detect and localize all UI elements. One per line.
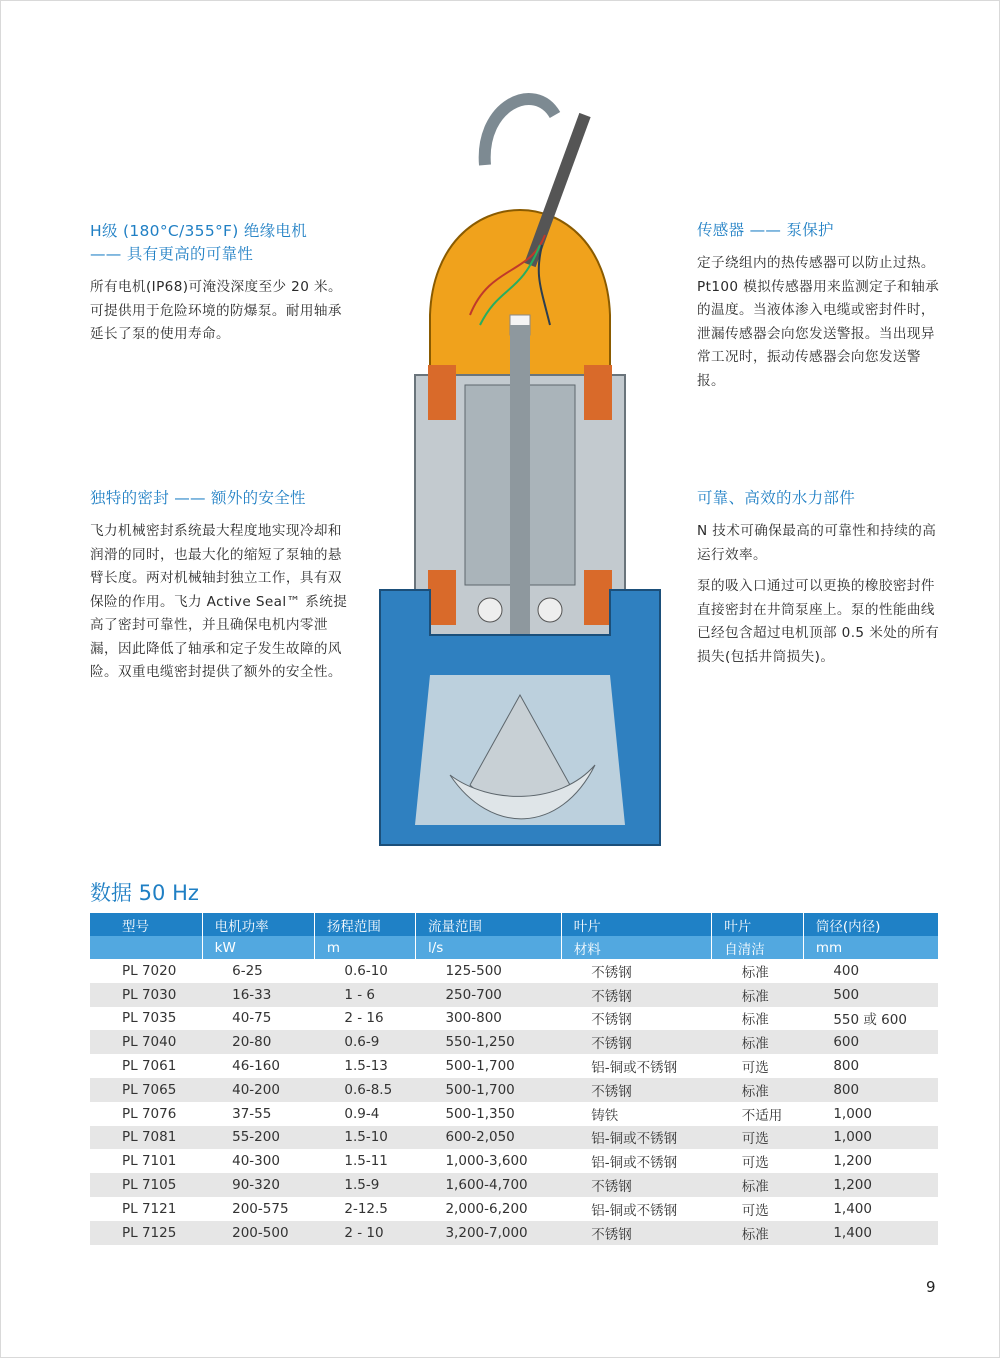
cell-self-cleaning: 标准 (712, 1221, 804, 1245)
cell-diameter: 800 (803, 1078, 938, 1102)
subheader-model (90, 936, 202, 959)
header-self-cleaning: 叶片 (712, 913, 804, 936)
title-line: H级 (180°C/355°F) 绝缘电机 (90, 222, 308, 240)
cell-model: PL 7061 (122, 1058, 177, 1075)
cell-flow: 1,000-3,600 (445, 1153, 528, 1170)
header-power: 电机功率 (202, 913, 314, 936)
table-row (90, 1054, 938, 1078)
cell-blade-material: 铝-铜或不锈钢 (561, 1126, 712, 1150)
cell-head: 0.9-4 (344, 1105, 380, 1122)
cell-diameter: 600 (803, 1030, 938, 1054)
cell-blade-material: 不锈钢 (561, 1173, 712, 1197)
cell-diameter: 550 或 600 (833, 1012, 907, 1029)
cell-blade-material: 铝-铜或不锈钢 (591, 1060, 678, 1077)
section-title (90, 220, 350, 266)
cell-flow: 500-1,350 (445, 1105, 515, 1122)
cell-self-cleaning: 标准 (712, 1078, 804, 1102)
cell-blade-material: 不锈钢 (561, 983, 712, 1007)
cell-flow: 600-2,050 (415, 1126, 561, 1150)
cell-power: 40-300 (232, 1153, 280, 1170)
cell-model: PL 7125 (90, 1221, 202, 1245)
cell-diameter: 800 (833, 1058, 860, 1075)
winding-bottom-right (584, 570, 612, 625)
cell-head: 1.5-13 (344, 1058, 388, 1075)
header-head: 扬程范围 (314, 913, 415, 936)
subheader-diameter: mm (803, 936, 938, 959)
cell-head: 0.6-9 (314, 1030, 415, 1054)
header-flow: 流量范围 (415, 913, 561, 936)
cell-self-cleaning: 可选 (712, 1126, 804, 1150)
winding-top-right (584, 365, 612, 420)
cell-flow: 125-500 (445, 962, 502, 979)
section-sensors (697, 219, 947, 401)
cell-power: 200-575 (232, 1200, 289, 1217)
section-paragraph: 飞力机械密封系统最大程度地实现冷却和润滑的同时，也最大化的缩短了泵轴的悬臂长度。两对机械轴封独立工作，具有双保险的作用。飞力 Active Seal™ 系统提高了密封可靠性，并且确保电机内零泄漏，因此降低了轴承和定子发生故障的风险。双重电缆密封提供了额外的安全性。 (90, 523, 348, 680)
cell-model: PL 7105 (90, 1173, 202, 1197)
cell-head: 1 - 6 (314, 983, 415, 1007)
cell-model: PL 7081 (90, 1126, 202, 1150)
cell-self-cleaning: 不适用 (741, 1107, 783, 1124)
cell-power: 55-200 (202, 1126, 314, 1150)
cell-diameter: 1,400 (803, 1221, 938, 1245)
section-title (90, 487, 350, 510)
bearing-right (538, 598, 562, 622)
cell-flow: 2,000-6,200 (445, 1200, 528, 1217)
lifting-handle (485, 99, 555, 165)
cell-self-cleaning: 标准 (741, 964, 769, 981)
cell-model: PL 7065 (90, 1078, 202, 1102)
cell-self-cleaning: 可选 (741, 1060, 769, 1077)
cell-diameter: 1,000 (803, 1126, 938, 1150)
table-row (90, 1126, 938, 1150)
cell-model: PL 7030 (90, 983, 202, 1007)
cell-blade-material: 铝-铜或不锈钢 (591, 1202, 678, 1219)
cell-head: 1.5-9 (314, 1173, 415, 1197)
pump-cutaway-illustration (370, 85, 670, 860)
cell-power: 6-25 (232, 962, 263, 979)
cell-head: 0.6-8.5 (314, 1078, 415, 1102)
cell-flow: 500-1,700 (445, 1058, 515, 1075)
cell-blade-material: 铝-铜或不锈钢 (591, 1155, 678, 1172)
title-line: 独特的密封 —— 额外的安全性 (90, 489, 306, 507)
cell-power: 20-80 (202, 1030, 314, 1054)
cell-diameter: 1,400 (833, 1200, 872, 1217)
header-model: 型号 (90, 913, 202, 936)
cell-head: 1.5-11 (344, 1153, 388, 1170)
subheader-power: kW (202, 936, 314, 959)
cell-model: PL 7076 (122, 1105, 177, 1122)
subheader-flow: l/s (415, 936, 561, 959)
cell-self-cleaning: 标准 (712, 983, 804, 1007)
cell-head: 0.6-10 (344, 962, 388, 979)
cell-head: 2 - 10 (314, 1221, 415, 1245)
table-row (90, 1030, 938, 1054)
cell-flow: 500-1,700 (415, 1078, 561, 1102)
table-row (90, 1197, 938, 1221)
cell-blade-material: 铸铁 (591, 1107, 619, 1124)
table-row (90, 983, 938, 1007)
section-title (697, 219, 947, 242)
cell-diameter: 1,200 (833, 1153, 872, 1170)
table-header-row (90, 913, 938, 936)
table-row (90, 1078, 938, 1102)
cell-power: 200-500 (202, 1221, 314, 1245)
cell-head: 2-12.5 (344, 1200, 388, 1217)
cell-blade-material: 不锈钢 (591, 1012, 632, 1029)
page-number: 9 (926, 1278, 936, 1296)
cell-self-cleaning: 标准 (712, 1030, 804, 1054)
cell-flow: 300-800 (445, 1010, 502, 1027)
table-row (90, 1173, 938, 1197)
section-paragraph: 所有电机(IP68)可淹没深度至少 20 米。可提供用于危险环境的防爆泵。耐用轴承延长了泵的使用寿命。 (90, 279, 342, 342)
cell-blade-material: 不锈钢 (561, 1078, 712, 1102)
subheader-head: m (314, 936, 415, 959)
cell-model: PL 7035 (122, 1010, 177, 1027)
cell-model: PL 7121 (122, 1200, 177, 1217)
title-line: 传感器 —— 泵保护 (697, 221, 834, 239)
cell-self-cleaning: 可选 (741, 1202, 769, 1219)
cell-flow: 1,600-4,700 (415, 1173, 561, 1197)
cell-diameter: 1,200 (803, 1173, 938, 1197)
section-seal (90, 487, 350, 693)
table-row (90, 1102, 938, 1126)
title-line: 可靠、高效的水力部件 (697, 489, 856, 507)
section-paragraph: N 技术可确保最高的可靠性和持续的高运行效率。 (697, 523, 937, 563)
subheader-blade-material: 材料 (561, 936, 712, 959)
table-row (90, 1007, 938, 1031)
cell-flow: 3,200-7,000 (415, 1221, 561, 1245)
cell-flow: 250-700 (415, 983, 561, 1007)
spec-table (90, 913, 938, 1245)
cell-diameter: 1,000 (833, 1105, 872, 1122)
table-row (90, 959, 938, 983)
cell-diameter: 500 (803, 983, 938, 1007)
winding-bottom-left (428, 570, 456, 625)
cell-diameter: 400 (833, 962, 860, 979)
header-blade-material: 叶片 (561, 913, 712, 936)
subheader-self-cleaning: 自清洁 (712, 936, 804, 959)
cell-self-cleaning: 标准 (712, 1173, 804, 1197)
cell-power: 16-33 (202, 983, 314, 1007)
cell-flow: 550-1,250 (415, 1030, 561, 1054)
cell-blade-material: 不锈钢 (561, 1030, 712, 1054)
title-line: —— 具有更高的可靠性 (90, 245, 254, 263)
cell-power: 90-320 (202, 1173, 314, 1197)
table-row (90, 1149, 938, 1173)
cell-power: 46-160 (232, 1058, 280, 1075)
bearing-left (478, 598, 502, 622)
table-title: 数据 50 Hz (90, 881, 199, 905)
cell-blade-material: 不锈钢 (561, 1221, 712, 1245)
cell-blade-material: 不锈钢 (591, 964, 632, 981)
cell-power: 40-200 (202, 1078, 314, 1102)
table-subheader-row (90, 936, 938, 959)
section-title (697, 487, 947, 510)
cell-model: PL 7101 (122, 1153, 177, 1170)
cell-power: 40-75 (232, 1010, 272, 1027)
section-paragraph: 泵的吸入口通过可以更换的橡胶密封件直接密封在井筒泵座上。泵的性能曲线已经包含超过电机顶部 0.5 米处的所有损失(包括井筒损失)。 (697, 578, 940, 665)
cell-model: PL 7040 (90, 1030, 202, 1054)
cell-self-cleaning: 可选 (741, 1155, 769, 1172)
header-diameter: 筒径(内径) (803, 913, 938, 936)
winding-top-left (428, 365, 456, 420)
cell-model: PL 7020 (122, 962, 177, 979)
table-row (90, 1221, 938, 1245)
cell-head: 2 - 16 (344, 1010, 384, 1027)
cell-self-cleaning: 标准 (741, 1012, 769, 1029)
cell-head: 1.5-10 (314, 1126, 415, 1150)
section-paragraph: 定子绕组内的热传感器可以防止过热。Pt100 模拟传感器用来监测定子和轴承的温度。当液体渗入电缆或密封件时，泄漏传感器会向您发送警报。当出现异常工况时，振动传感器会向您发送警报。 (697, 255, 940, 389)
cell-power: 37-55 (232, 1105, 272, 1122)
section-motor (90, 220, 350, 355)
section-hydraulics (697, 487, 947, 677)
